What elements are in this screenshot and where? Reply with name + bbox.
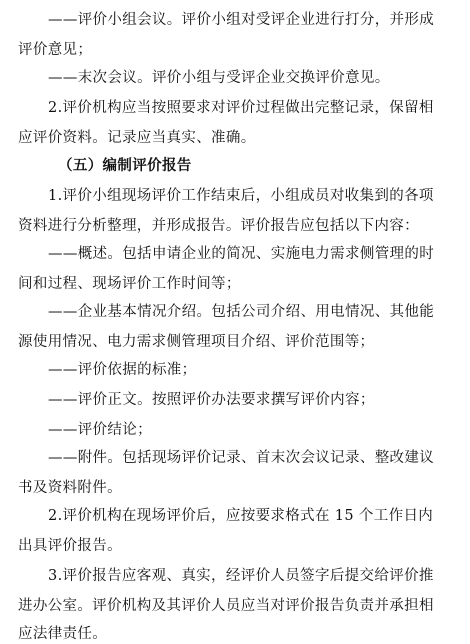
paragraph-line: ——末次会议。评价小组与受评企业交换评价意见。 <box>48 70 390 86</box>
paragraph-line: ——评价结论； <box>48 422 152 438</box>
paragraph-line: ——概述。包括申请企业的简况、实施电力需求侧管理的时 <box>48 246 435 262</box>
paragraph-line: ——企业基本情况介绍。包括公司介绍、用电情况、其他能 <box>48 304 435 320</box>
paragraph-line: 资料进行分析整理，并形成报告。评价报告应包括以下内容： <box>18 218 419 234</box>
paragraph-line: 书及资料附件。 <box>18 480 122 496</box>
paragraph-line: 进办公室。评价机构及其评价人员应当对评价报告负责并承担相 <box>18 598 434 614</box>
paragraph-line: ——评价正文。按照评价办法要求撰写评价内容； <box>48 392 375 408</box>
paragraph-line: 2.评价机构应当按照要求对评价过程做出完整记录，保留相 <box>48 100 434 116</box>
paragraph-line: 间和过程、现场评价工作时间等； <box>18 276 241 292</box>
paragraph-line: 1.评价小组现场评价工作结束后，小组成员对收集到的各项 <box>48 188 434 204</box>
paragraph-line: 应评价资料。记录应当真实、准确。 <box>18 130 256 146</box>
paragraph-line: 出具评价报告。 <box>18 538 122 554</box>
paragraph-line: 3.评价报告应客观、真实，经评价人员签字后提交给评价推 <box>48 568 434 584</box>
paragraph-line: 应法律责任。 <box>18 626 108 642</box>
paragraph-line: ——评价依据的标准； <box>48 362 197 378</box>
section-heading: （五）编制评价报告 <box>58 158 192 174</box>
paragraph-line: ——附件。包括现场评价记录、首末次会议记录、整改建议 <box>48 450 435 466</box>
paragraph-line: ——评价小组会议。评价小组对受评企业进行打分，并形成 <box>48 12 435 28</box>
paragraph-line: 评价意见； <box>18 42 93 58</box>
paragraph-line: 源使用情况、电力需求侧管理项目介绍、评价范围等； <box>18 334 375 350</box>
paragraph-line: 2.评价机构在现场评价后，应按要求格式在 15 个工作日内 <box>48 508 434 524</box>
